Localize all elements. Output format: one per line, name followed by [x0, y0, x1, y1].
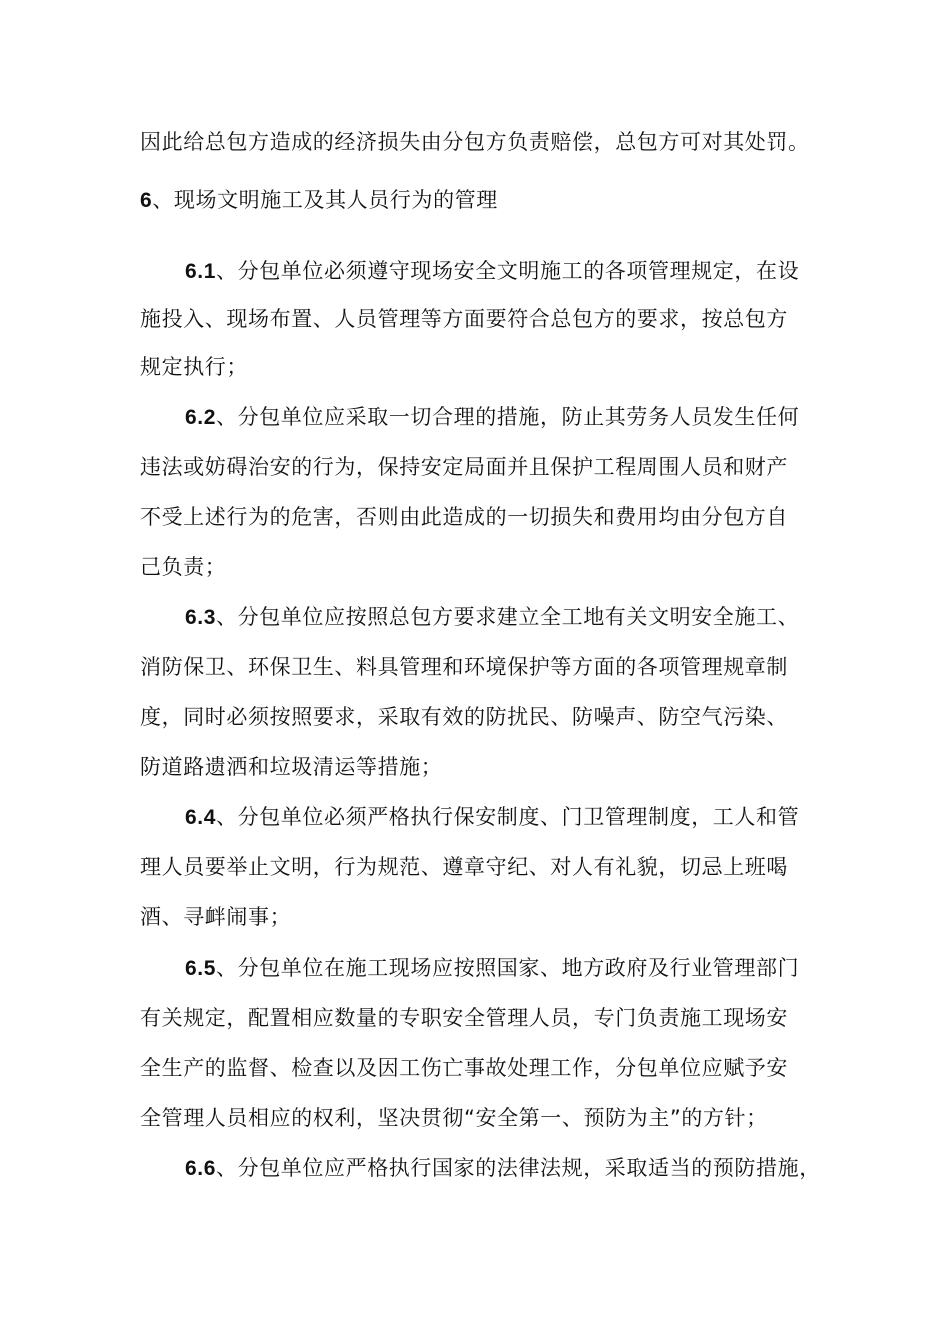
clause-6-1-line-1	[185, 256, 799, 287]
clause-6-3-line-1	[185, 602, 799, 633]
clause-text: 、分包单位必须严格执行保安制度、门卫管理制度，工人和管	[216, 805, 800, 829]
clause-text: 、分包单位应严格执行国家的法律法规，采取适当的预防措施，	[216, 1156, 821, 1180]
section-title: 、现场文明施工及其人员行为的管理	[152, 188, 498, 212]
clause-6-4-line-3: 酒、寻衅闹事；	[140, 905, 292, 929]
intro-text: 因此给总包方造成的经济损失由分包方负责赔偿，总包方可对其处罚。	[140, 130, 810, 154]
clause-number: 6.6	[185, 1157, 216, 1180]
clause-number: 6.1	[185, 260, 216, 283]
clause-6-1-line-2: 施投入、现场布置、人员管理等方面要符合总包方的要求，按总包方	[140, 307, 788, 331]
clause-text: 、分包单位必须遵守现场安全文明施工的各项管理规定，在设	[216, 259, 800, 283]
section-heading	[140, 185, 498, 216]
clause-6-5-line-1	[185, 953, 799, 984]
clause-text: 、分包单位应按照总包方要求建立全工地有关文明安全施工、	[216, 605, 800, 629]
clause-6-6-line-1	[185, 1153, 821, 1184]
clause-6-5-line-3: 全生产的监督、检查以及因工伤亡事故处理工作，分包单位应赋予安	[140, 1056, 788, 1080]
clause-number: 6.3	[185, 606, 216, 629]
clause-6-5-line-4: 全管理人员相应的权利，坚决贯彻“安全第一、预防为主”的方针；	[140, 1106, 768, 1130]
clause-6-4-line-2: 理人员要举止文明，行为规范、遵章守纪、对人有礼貌，切忌上班喝	[140, 855, 788, 879]
clause-6-3-line-3: 度，同时必须按照要求，采取有效的防扰民、防噪声、防空气污染、	[140, 705, 788, 729]
clause-number: 6.2	[185, 406, 216, 429]
clause-number: 6.5	[185, 957, 216, 980]
clause-6-2-line-2: 违法或妨碍治安的行为，保持安定局面并且保护工程周围人员和财产	[140, 455, 788, 479]
clause-number: 6.4	[185, 806, 216, 829]
clause-6-5-line-2: 有关规定，配置相应数量的专职安全管理人员，专门负责施工现场安	[140, 1006, 788, 1030]
clause-text: 、分包单位应采取一切合理的措施，防止其劳务人员发生任何	[216, 405, 800, 429]
clause-6-3-line-4: 防道路遗洒和垃圾清运等措施；	[140, 755, 443, 779]
clause-6-2-line-1	[185, 402, 799, 433]
clause-6-2-line-3: 不受上述行为的危害，否则由此造成的一切损失和费用均由分包方自	[140, 505, 788, 529]
clause-6-4-line-1	[185, 802, 799, 833]
clause-6-2-line-4: 己负责；	[140, 555, 227, 579]
clause-6-3-line-2: 消防保卫、环保卫生、料具管理和环境保护等方面的各项管理规章制	[140, 655, 788, 679]
clause-text: 、分包单位在施工现场应按照国家、地方政府及行业管理部门	[216, 956, 800, 980]
clause-6-1-line-3: 规定执行；	[140, 355, 248, 379]
intro-line	[140, 127, 810, 157]
section-number: 6	[140, 189, 153, 212]
